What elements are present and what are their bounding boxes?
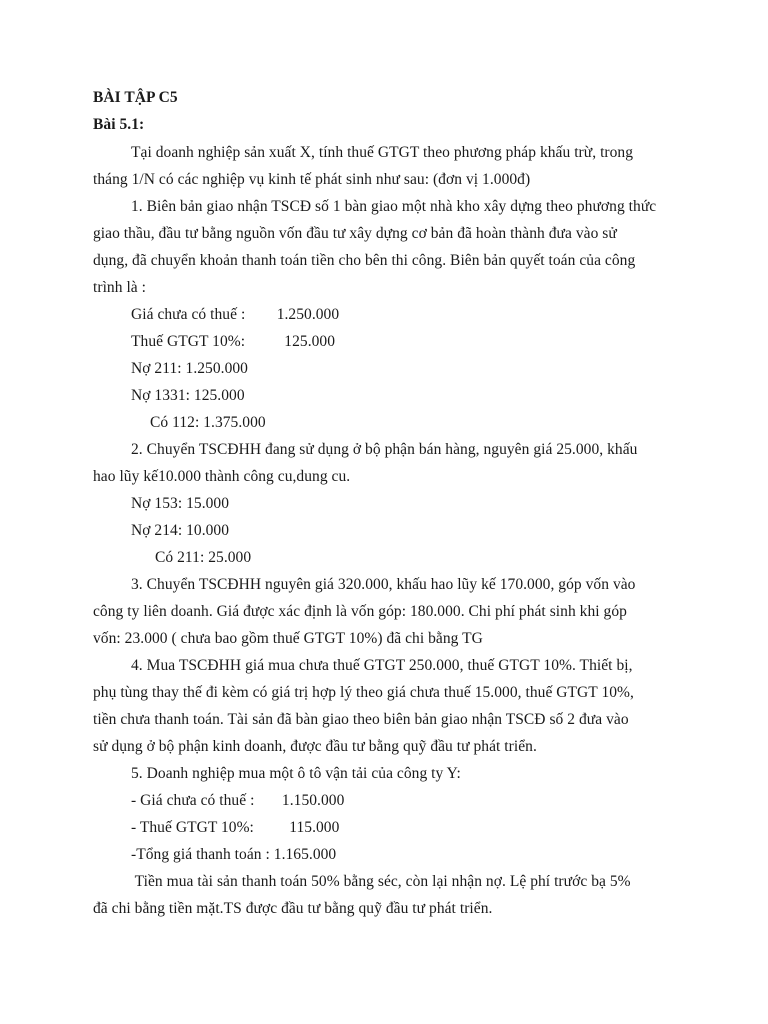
paragraph-line: công ty liên doanh. Giá được xác định là vốn góp: 180.000. Chi phí phát sinh khi góp [93,603,627,620]
paragraph-line: Tiền mua tài sản thanh toán 50% bằng séc, còn lại nhận nợ. Lệ phí trước bạ 5% [131,873,631,890]
journal-entry: Nợ 214: 10.000 [131,522,230,539]
paragraph-line: 2. Chuyển TSCĐHH đang sử dụng ở bộ phận bán hàng, nguyên giá 25.000, khấu [131,441,638,458]
amount-line: Thuế GTGT 10%: 125.000 [131,333,336,350]
paragraph-line: 3. Chuyển TSCĐHH nguyên giá 320.000, khấu hao lũy kế 170.000, góp vốn vào [131,576,636,593]
paragraph-line: trình là : [93,279,147,296]
paragraph-line: dụng, đã chuyển khoản thanh toán tiền cho bên thi công. Biên bản quyết toán của công [93,252,636,269]
journal-entry: Nợ 211: 1.250.000 [131,360,248,377]
paragraph-line: tiền chưa thanh toán. Tài sản đã bàn giao theo biên bản giao nhận TSCĐ số 2 đưa vào [93,711,629,728]
amount-line: - Giá chưa có thuế : 1.150.000 [131,792,345,809]
amount-line: -Tổng giá thanh toán : 1.165.000 [131,846,337,863]
journal-entry: Nợ 1331: 125.000 [131,387,245,404]
journal-entry: Nợ 153: 15.000 [131,495,230,512]
paragraph-line: đã chi bằng tiền mặt.TS được đầu tư bằng quỹ đầu tư phát triển. [93,900,493,917]
document-title: BÀI TẬP C5 [93,89,178,106]
paragraph-line: sử dụng ở bộ phận kinh doanh, được đầu tư bằng quỹ đầu tư phát triển. [93,738,537,755]
paragraph-line: giao thầu, đầu tư bằng nguồn vốn đầu tư xây dựng cơ bản đã hoàn thành đưa vào sử [93,225,617,242]
paragraph-line: vốn: 23.000 ( chưa bao gồm thuế GTGT 10%) đã chi bằng TG [93,630,483,647]
paragraph-line: 4. Mua TSCĐHH giá mua chưa thuế GTGT 250.000, thuế GTGT 10%. Thiết bị, [131,657,633,674]
paragraph-line: 5. Doanh nghiệp mua một ô tô vận tải của công ty Y: [131,765,461,782]
paragraph-line: tháng 1/N có các nghiệp vụ kinh tế phát sinh như sau: (đơn vị 1.000đ) [93,171,531,188]
amount-line: - Thuế GTGT 10%: 115.000 [131,819,340,836]
paragraph-line: phụ tùng thay thế đi kèm có giá trị hợp lý theo giá chưa thuế 15.000, thuế GTGT 10%, [93,684,634,701]
exercise-heading: Bài 5.1: [93,116,145,133]
amount-line: Giá chưa có thuế : 1.250.000 [131,306,340,323]
journal-entry: Có 211: 25.000 [155,549,252,566]
paragraph-line: hao lũy kế10.000 thành công cu,dung cu. [93,468,351,485]
paragraph-line: Tại doanh nghiệp sản xuất X, tính thuế GTGT theo phương pháp khấu trừ, trong [131,144,634,161]
journal-entry: Có 112: 1.375.000 [150,414,266,431]
paragraph-line: 1. Biên bản giao nhận TSCĐ số 1 bàn giao một nhà kho xây dựng theo phương thức [131,198,657,215]
